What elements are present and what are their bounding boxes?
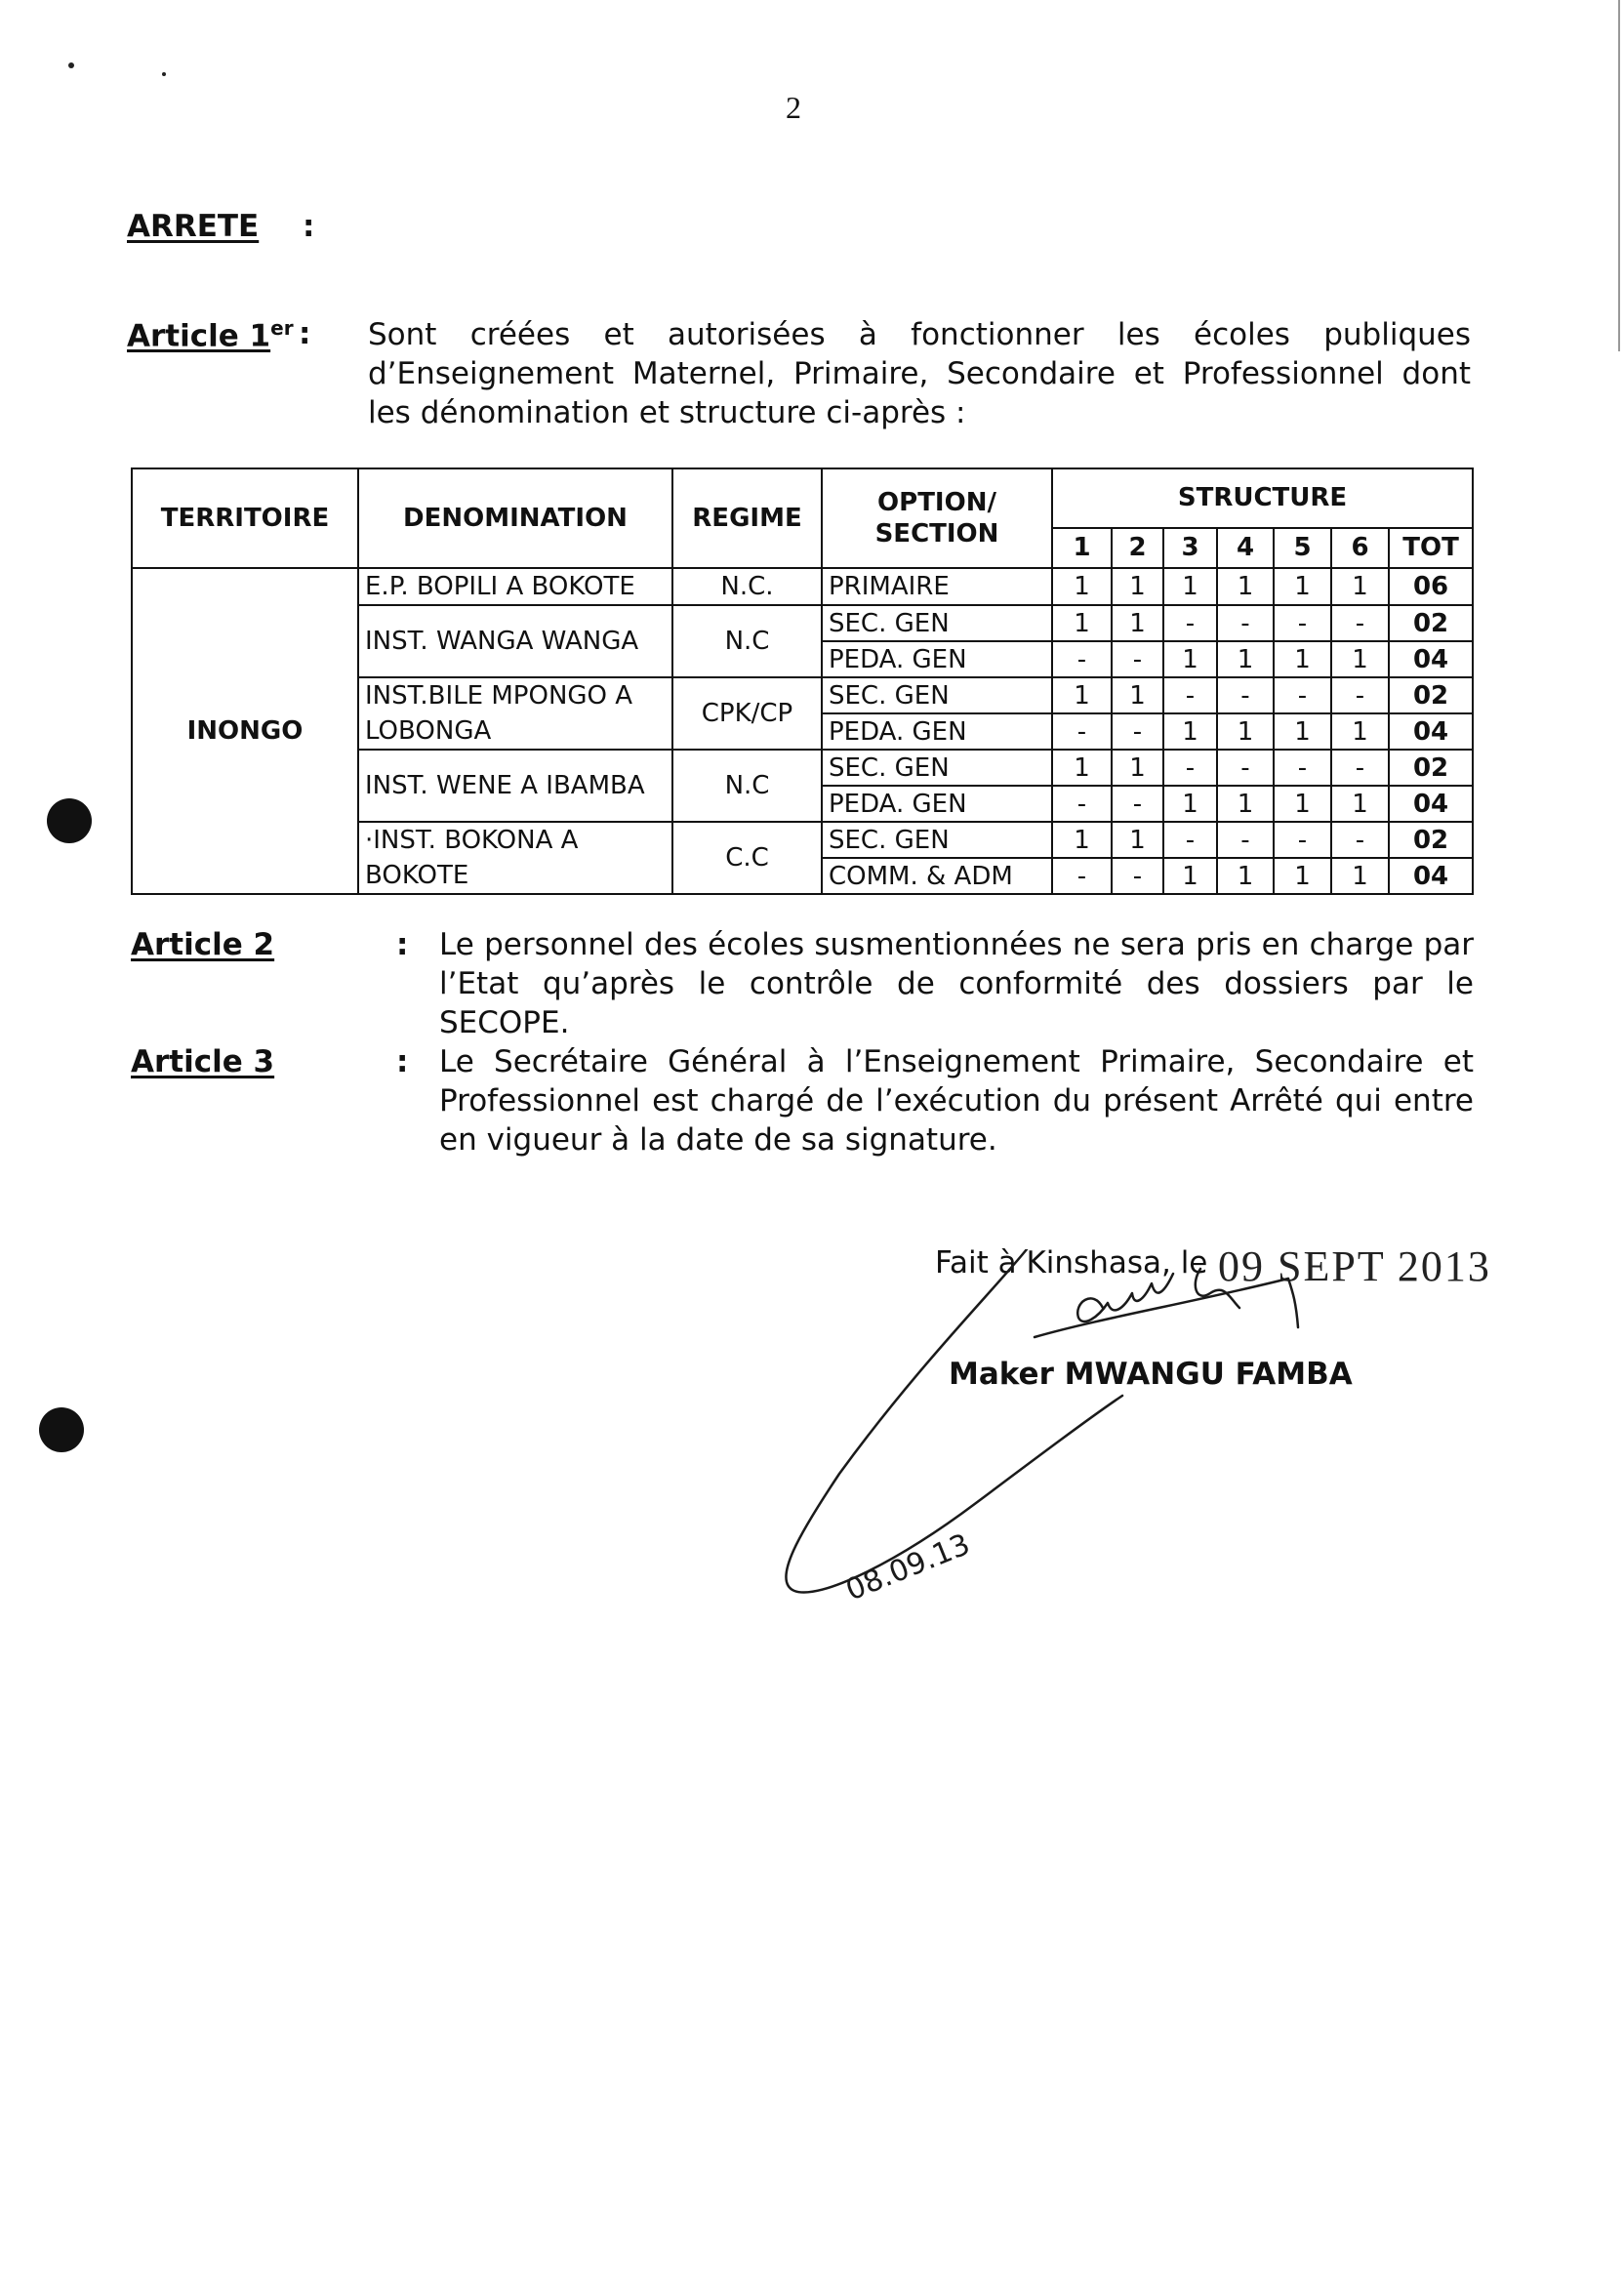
article2-label: Article 2: [131, 927, 275, 962]
level-value: 1: [1163, 641, 1217, 677]
header-level-4: 4: [1217, 528, 1274, 568]
level-value: 1: [1052, 568, 1112, 605]
header-denomination: DENOMINATION: [358, 468, 672, 568]
page-number: 2: [786, 90, 801, 125]
level-value: 1: [1217, 641, 1274, 677]
level-value: 1: [1274, 786, 1331, 822]
level-value: 1: [1274, 858, 1331, 894]
level-value: 1: [1112, 822, 1163, 858]
school-name: INST. WENE A IBAMBA: [358, 750, 672, 822]
school-name: E.P. BOPILI A BOKOTE: [358, 568, 672, 605]
header-territoire: TERRITOIRE: [132, 468, 358, 568]
punch-hole: [47, 798, 92, 843]
article1-colon: :: [299, 316, 311, 351]
section-option: COMM. & ADM: [822, 858, 1052, 894]
level-value: -: [1217, 750, 1274, 786]
level-value: 1: [1112, 750, 1163, 786]
article1-label-text: Article 1: [127, 318, 271, 354]
article1-text: Sont créées et autorisées à fonctionner les écoles publiques d’Enseignement Maternel, Primaire, Secondaire et Professionnel dont les dénomination et structure ci-après :: [368, 317, 1471, 430]
level-value: 1: [1163, 858, 1217, 894]
level-value: 1: [1274, 641, 1331, 677]
level-value: -: [1052, 713, 1112, 750]
article3-label: Article 3: [131, 1044, 275, 1079]
table-row: [132, 568, 1473, 605]
section-option: PEDA. GEN: [822, 786, 1052, 822]
level-value: 1: [1274, 713, 1331, 750]
header-level-3: 3: [1163, 528, 1217, 568]
section-option: PEDA. GEN: [822, 713, 1052, 750]
level-value: -: [1217, 677, 1274, 713]
school-regime: N.C: [672, 750, 822, 822]
total-value: 04: [1389, 713, 1473, 750]
section-option: SEC. GEN: [822, 822, 1052, 858]
article2-text: Le personnel des écoles susmentionnées ne sera pris en charge par l’Etat qu’après le contrôle de conformité des dossiers par le SECOPE.: [439, 927, 1474, 1040]
territoire-cell: INONGO: [132, 568, 358, 894]
level-value: -: [1331, 750, 1389, 786]
header-structure: STRUCTURE: [1052, 468, 1473, 528]
arrete-heading: ARRETE: [127, 209, 260, 244]
handwritten-signature: [781, 1249, 1327, 1620]
total-value: 04: [1389, 858, 1473, 894]
level-value: -: [1217, 822, 1274, 858]
level-value: 1: [1163, 786, 1217, 822]
header-regime: REGIME: [672, 468, 822, 568]
level-value: -: [1163, 677, 1217, 713]
level-value: 1: [1331, 786, 1389, 822]
level-value: 1: [1163, 713, 1217, 750]
total-value: 02: [1389, 677, 1473, 713]
total-value: 04: [1389, 641, 1473, 677]
school-regime: CPK/CP: [672, 677, 822, 750]
level-value: -: [1274, 750, 1331, 786]
level-value: 1: [1331, 858, 1389, 894]
level-value: -: [1331, 677, 1389, 713]
total-value: 02: [1389, 605, 1473, 641]
total-value: 06: [1389, 568, 1473, 605]
level-value: 1: [1052, 605, 1112, 641]
article1-label-sup: er: [270, 316, 294, 340]
school-regime: N.C: [672, 605, 822, 677]
level-value: 1: [1217, 713, 1274, 750]
header-level-6: 6: [1331, 528, 1389, 568]
level-value: -: [1112, 786, 1163, 822]
level-value: 1: [1217, 568, 1274, 605]
header-option-section: OPTION/ SECTION: [822, 468, 1052, 568]
header-level-5: 5: [1274, 528, 1331, 568]
arrete-colon: :: [303, 209, 315, 244]
school-name: ·INST. BOKONA A BOKOTE: [358, 822, 672, 894]
punch-hole: [39, 1407, 84, 1452]
level-value: -: [1274, 677, 1331, 713]
header-level-2: 2: [1112, 528, 1163, 568]
level-value: 1: [1112, 605, 1163, 641]
level-value: 1: [1112, 677, 1163, 713]
level-value: 1: [1274, 568, 1331, 605]
level-value: -: [1163, 750, 1217, 786]
level-value: -: [1274, 605, 1331, 641]
level-value: -: [1331, 605, 1389, 641]
header-level-tot: TOT: [1389, 528, 1473, 568]
level-value: -: [1112, 858, 1163, 894]
date-stamp: 09 SEPT 2013: [1218, 1242, 1491, 1290]
level-value: -: [1163, 605, 1217, 641]
level-value: -: [1112, 713, 1163, 750]
school-regime: N.C.: [672, 568, 822, 605]
section-option: SEC. GEN: [822, 677, 1052, 713]
header-level-1: 1: [1052, 528, 1112, 568]
table-header-row: [132, 468, 1473, 528]
total-value: 04: [1389, 786, 1473, 822]
level-value: 1: [1217, 858, 1274, 894]
article2-colon: :: [396, 927, 409, 962]
scan-speck: [68, 62, 74, 68]
level-value: 1: [1163, 568, 1217, 605]
level-value: 1: [1331, 641, 1389, 677]
level-value: 1: [1052, 750, 1112, 786]
total-value: 02: [1389, 822, 1473, 858]
level-value: -: [1112, 641, 1163, 677]
school-name: INST.BILE MPONGO A LOBONGA: [358, 677, 672, 750]
section-option: PEDA. GEN: [822, 641, 1052, 677]
level-value: -: [1331, 822, 1389, 858]
level-value: 1: [1331, 713, 1389, 750]
scan-edge-line: [1618, 0, 1620, 351]
level-value: 1: [1112, 568, 1163, 605]
school-name: INST. WANGA WANGA: [358, 605, 672, 677]
level-value: -: [1274, 822, 1331, 858]
article3-text: Le Secrétaire Général à l’Enseignement Primaire, Secondaire et Professionnel est chargé de l’exécution du présent Arrêté qui entre en vigueur à la date de sa signature.: [439, 1044, 1474, 1158]
level-value: 1: [1331, 568, 1389, 605]
level-value: 1: [1217, 786, 1274, 822]
level-value: 1: [1052, 822, 1112, 858]
place-date-line: Fait à Kinshasa, le: [935, 1245, 1208, 1281]
handwritten-date: 08.09.13: [840, 1526, 975, 1608]
level-value: 1: [1052, 677, 1112, 713]
article3-colon: :: [396, 1044, 409, 1079]
level-value: -: [1163, 822, 1217, 858]
total-value: 02: [1389, 750, 1473, 786]
school-regime: C.C: [672, 822, 822, 894]
scan-speck: [162, 72, 166, 76]
article1-label: [127, 316, 294, 353]
level-value: -: [1217, 605, 1274, 641]
schools-structure-table: [131, 468, 1474, 895]
level-value: -: [1052, 858, 1112, 894]
level-value: -: [1052, 641, 1112, 677]
section-option: PRIMAIRE: [822, 568, 1052, 605]
signer-name: Maker MWANGU FAMBA: [949, 1357, 1353, 1392]
section-option: SEC. GEN: [822, 750, 1052, 786]
section-option: SEC. GEN: [822, 605, 1052, 641]
level-value: -: [1052, 786, 1112, 822]
